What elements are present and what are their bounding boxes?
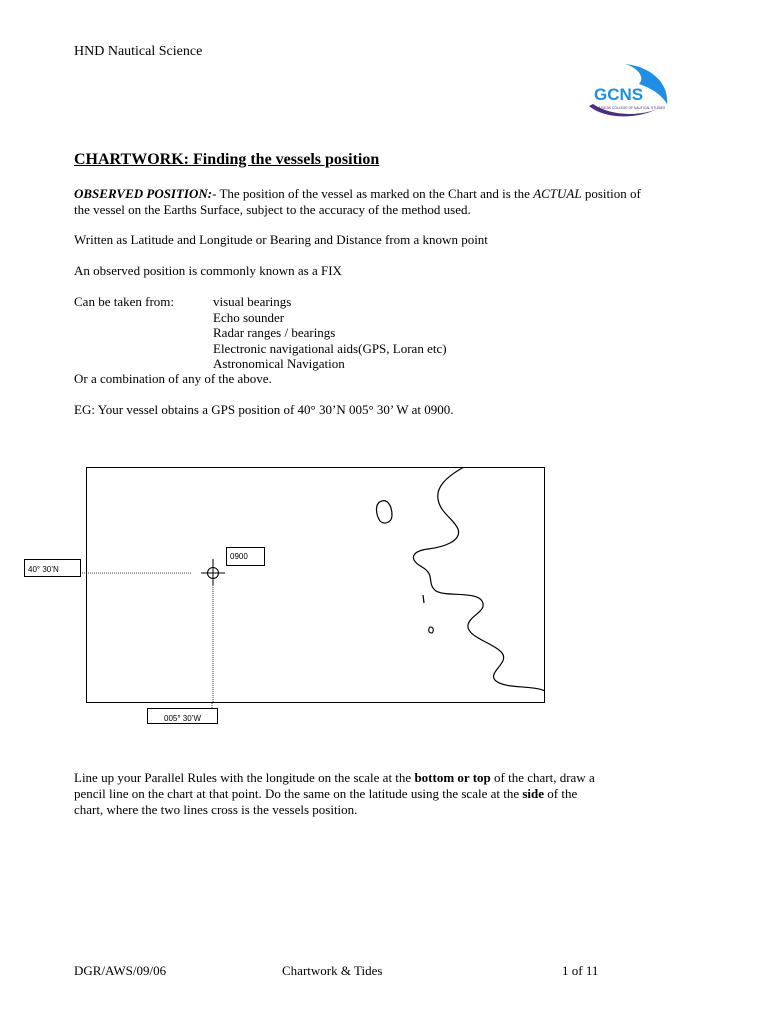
instr-text-1: Line up your Parallel Rules with the longitude on the scale at the xyxy=(74,770,415,785)
instr-text-4: of the xyxy=(544,786,578,801)
islet-mark xyxy=(423,595,424,603)
coastline-path xyxy=(413,467,545,691)
observed-text-2: position of xyxy=(581,186,641,201)
example-line: EG: Your vessel obtains a GPS position of 40° 30’N 005° 30’ W at 0900. xyxy=(74,402,454,417)
longitude-label: 005° 30’W xyxy=(147,708,218,724)
instr-text-2: of the chart, draw a xyxy=(490,770,595,785)
chart-figure xyxy=(86,467,545,703)
time-label: 0900 xyxy=(226,547,265,566)
island-path xyxy=(377,501,393,523)
observed-line-2: the vessel on the Earths Surface, subject to the accuracy of the method used. xyxy=(74,202,471,217)
course-header: HND Nautical Science xyxy=(74,44,203,59)
page-title: CHARTWORK: Finding the vessels position xyxy=(74,151,380,168)
list-item: Astronomical Navigation xyxy=(213,356,345,371)
combination-line: Or a combination of any of the above. xyxy=(74,371,272,386)
sources-label: Can be taken from: xyxy=(74,294,174,309)
list-item: Echo sounder xyxy=(213,309,285,325)
instructions-paragraph xyxy=(74,770,714,818)
logo-text: GCNS xyxy=(594,85,644,104)
latitude-label: 40° 30’N xyxy=(24,559,81,577)
footer-ref: DGR/AWS/09/06 xyxy=(74,963,167,978)
instr-bold-2: side xyxy=(522,786,545,801)
footer-subject: Chartwork & Tides xyxy=(282,963,383,978)
list-item: Electronic navigational aids(GPS, Loran etc) xyxy=(213,340,447,356)
gcns-logo xyxy=(585,60,677,122)
sources-list xyxy=(213,294,447,372)
list-item: visual bearings xyxy=(213,294,292,309)
gcns-logo-mark xyxy=(585,60,677,122)
coastline-drawing xyxy=(86,467,545,703)
instr-text-3: pencil line on the chart at that point. Do the same on the latitude using the scale at the xyxy=(74,786,523,801)
logo-subtext: GLASGOW COLLEGE OF NAUTICAL STUDIES xyxy=(594,106,666,110)
instr-bold-1: bottom or top xyxy=(414,770,491,785)
actual-word: ACTUAL xyxy=(533,186,582,201)
islet-mark xyxy=(429,627,434,633)
observed-text-1: - The position of the vessel as marked on the Chart and is the xyxy=(212,186,534,201)
fix-paragraph: An observed position is commonly known as a FIX xyxy=(74,263,342,278)
observed-lead: OBSERVED POSITION: xyxy=(74,186,213,201)
written-paragraph: Written as Latitude and Longitude or Bearing and Distance from a known point xyxy=(74,232,488,247)
footer-page: 1 of 11 xyxy=(562,963,599,978)
observed-paragraph xyxy=(74,186,714,218)
instr-line-3: chart, where the two lines cross is the vessels position. xyxy=(74,802,358,817)
list-item: Radar ranges / bearings xyxy=(213,325,336,340)
